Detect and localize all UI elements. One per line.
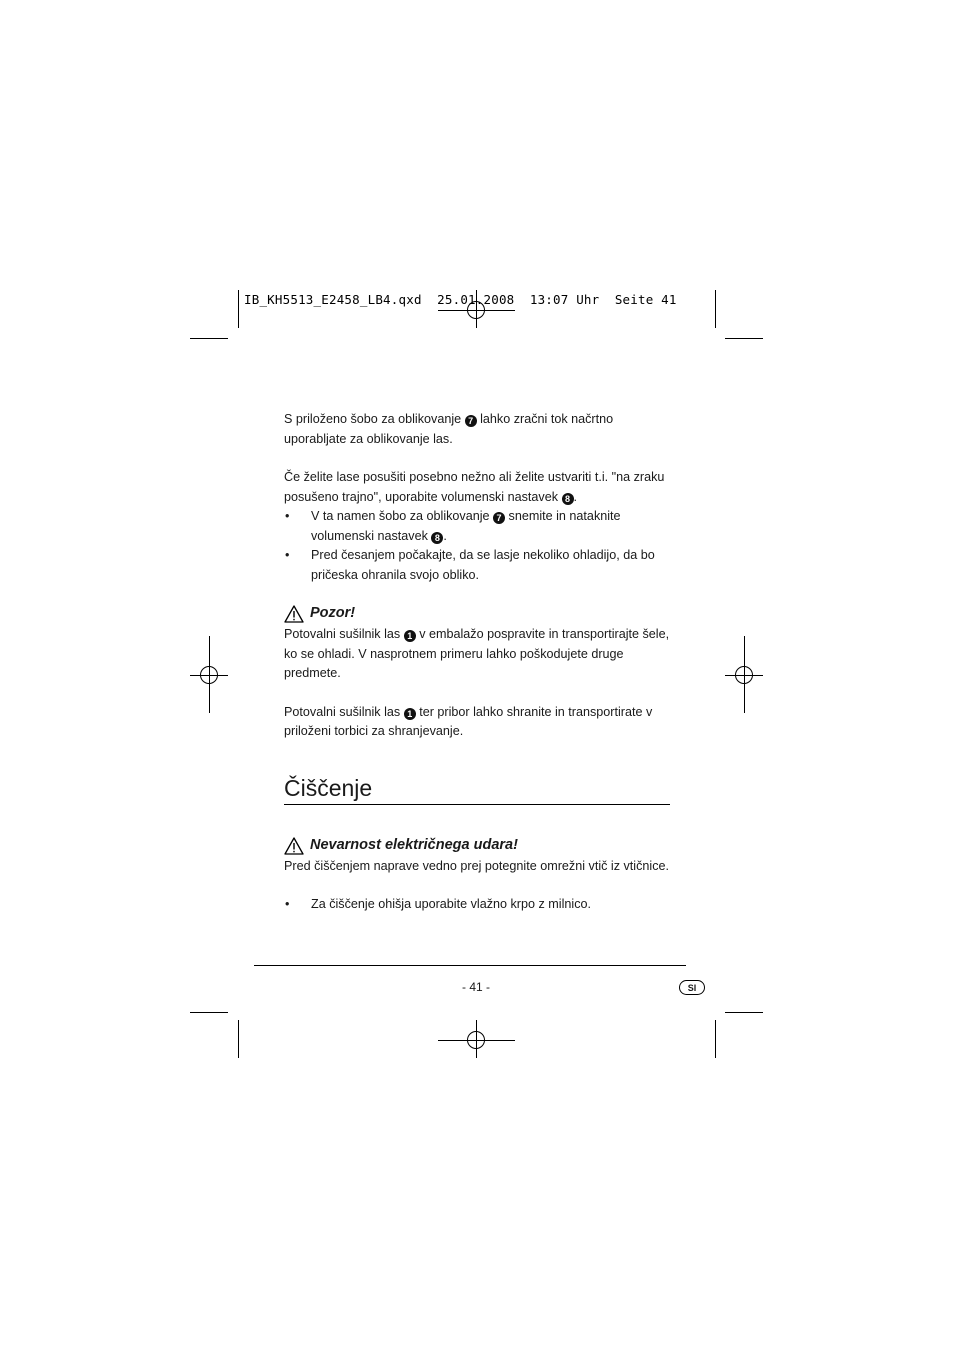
crop-mark [725,1012,763,1013]
crop-mark [725,338,763,339]
crop-mark [190,1012,228,1013]
instruction-list [284,507,674,585]
warning-heading: Pozor! [284,603,674,625]
cleaning-list [284,895,674,915]
callout-8-icon: 8 [562,493,574,505]
registration-circle [735,666,753,684]
callout-8-icon: 8 [431,532,443,544]
print-slug: IB_KH5513_E2458_LB4.qxd 25.01.2008 13:07 Uhr Seite 41 [244,292,677,307]
paragraph-storage: Potovalni sušilnik las 1 ter pribor lahko shranite in transportirate v priloženi torbici za shranjevanje. [284,704,653,738]
list-item: • V ta namen šobo za oblikovanje 7 snemite in nataknite volumenski nastavek 8 . [284,507,674,546]
registration-circle [200,666,218,684]
warning-triangle-icon [284,605,304,623]
paragraph-volume-attachment: Če želite lase posušiti posebno nežno ali želite ustvariti t.i. "na zraku posušeno trajno", uporabite volumenski nastavek 8 . [284,470,665,504]
page-number: - 41 - [461,980,490,994]
registration-circle [467,1031,485,1049]
callout-1-icon: 1 [404,630,416,642]
paragraph-styling-nozzle: S priloženo šobo za oblikovanje 7 lahko zračni tok načrtno uporabljate za oblikovanje las. [284,412,614,446]
callout-7-icon: 7 [465,415,477,427]
warning-text: Pred čiščenjem naprave vedno prej potegnite omrežni vtič iz vtičnice. [284,858,669,873]
callout-1-icon: 1 [404,708,416,720]
crop-mark [238,1020,239,1058]
page-content [284,410,674,915]
list-item: • Pred česanjem počakajte, da se lasje nekoliko ohladijo, da bo pričeska ohranila svojo obliko. [284,546,674,585]
crop-mark [715,290,716,328]
warning-triangle-icon [284,837,304,855]
callout-7-icon: 7 [493,512,505,524]
footer-rule [254,965,686,966]
crop-mark [238,290,239,328]
warning-heading: Nevarnost električnega udara! [284,835,674,857]
list-item: • Za čiščenje ohišja uporabite vlažno krpo z milnico. [284,895,674,915]
crop-mark [715,1020,716,1058]
section-heading: Čiščenje [284,774,670,805]
language-badge: SI [679,980,705,995]
warning-text: Potovalni sušilnik las 1 v embalažo pospravite in transportirajte šele, ko se ohladi. V nasprotnem primeru lahko poškodujete druge predmete. [284,627,670,680]
crop-mark [190,338,228,339]
